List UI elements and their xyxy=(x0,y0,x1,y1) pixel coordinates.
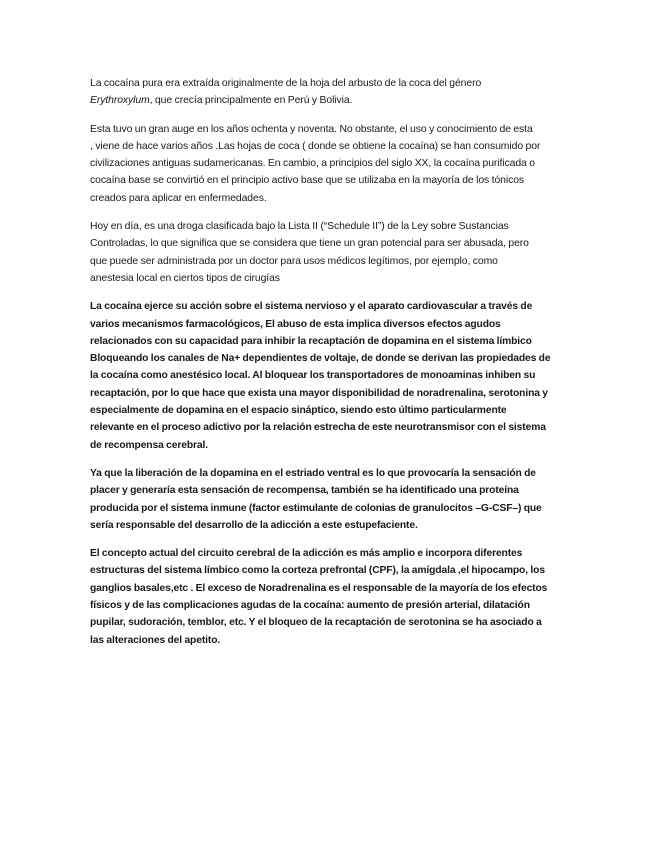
text-line: especialmente de dopamina en el espacio sináptico, siendo esto último particularmente xyxy=(90,405,507,417)
text-line: producida por el sistema inmune (factor estimulante de colonias de granulocitos –G-CSF–) que xyxy=(90,502,542,514)
text-line: estructuras del sistema límbico como la corteza prefrontal (CPF), la amígdala ,el hipocampo, los xyxy=(90,565,545,577)
text-line: ganglios basales,etc . El exceso de Noradrenalina es el responsable de la mayoría de los efectos xyxy=(90,582,548,594)
text-line xyxy=(90,92,568,109)
text-line: Bloqueando los canales de Na+ dependientes de voltaje, de donde se derivan las propiedades de xyxy=(90,353,551,365)
text-line: El concepto actual del circuito cerebral de la adicción es más amplio e incorpora diferentes xyxy=(90,548,523,560)
text-line: Ya que la liberación de la dopamina en el estriado ventral es lo que provocaría la sensación de xyxy=(90,467,536,479)
paragraph-classification xyxy=(90,218,568,287)
text-line: relacionados con su capacidad para inhibir la recaptación de dopamina en el sistema límbico xyxy=(90,335,532,347)
text-line: sería responsable del desarrollo de la adicción a este estupefaciente. xyxy=(90,519,418,531)
text-line: las alteraciones del apetito. xyxy=(90,634,221,646)
text-line: que puede ser administrada por un doctor para usos médicos legítimos, por ejemplo, como xyxy=(90,255,498,267)
text-line: creados para aplicar en enfermedades. xyxy=(90,192,267,204)
text-fragment: , que crecía principalmente en Perú y Bolivia. xyxy=(149,95,353,107)
paragraph-history xyxy=(90,121,568,207)
text-line: varios mecanismos farmacológicos, El abuso de esta implica diversos efectos agudos xyxy=(90,318,501,330)
text-line: anestesia local en ciertos tipos de cirugías xyxy=(90,272,280,284)
text-line: de recompensa cerebral. xyxy=(90,439,208,451)
text-line: la cocaína como anestésico local. Al bloquear los transportadores de monoaminas inhiben su xyxy=(90,370,536,382)
paragraph-addiction-circuit xyxy=(90,545,568,649)
paragraph-mechanism xyxy=(90,298,568,454)
text-line: relevante en el proceso adictivo por la relación estrecha de este neurotransmisor con el sistema xyxy=(90,422,546,434)
text-line: La cocaína ejerce su acción sobre el sistema nervioso y el aparato cardiovascular a través de xyxy=(90,301,533,313)
document-body xyxy=(90,75,568,649)
text-line: Hoy en día, es una droga clasificada bajo la Lista II (“Schedule II”) de la Ley sobre Sustancias xyxy=(90,221,509,233)
text-line: civilizaciones antiguas sudamericanas. En cambio, a principios del siglo XX, la cocaína purificada o xyxy=(90,158,535,170)
text-line: cocaína base se convirtió en el principio activo base que se utilizaba en la mayoría de los tónicos xyxy=(90,175,525,187)
text-line: La cocaína pura era extraída originalmente de la hoja del arbusto de la coca del género xyxy=(90,78,482,89)
text-line: pupilar, sudoración, temblor, etc. Y el bloqueo de la recaptación de serotonina se ha asociado a xyxy=(90,617,542,629)
text-line: recaptación, por lo que hace que exista una mayor disponibilidad de noradrenalina, serotonina y xyxy=(90,387,548,399)
italic-genus-term: Erythroxylum xyxy=(90,95,150,107)
text-line: Esta tuvo un gran auge en los años ochenta y noventa. No obstante, el uso y conocimiento de esta xyxy=(90,123,533,135)
text-line: , viene de hace varios años .Las hojas de coca ( donde se obtiene la cocaína) se han consumido por xyxy=(90,140,541,152)
text-line: placer y generaría esta sensación de recompensa, también se ha identificado una proteína xyxy=(90,485,519,497)
paragraph-origin xyxy=(90,75,568,110)
text-line: Controladas, lo que significa que se considera que tiene un gran potencial para ser abusada, pero xyxy=(90,238,529,250)
paragraph-dopamine xyxy=(90,465,568,534)
text-line: físicos y de las complicaciones agudas de la cocaína: aumento de presión arterial, dilatación xyxy=(90,600,530,612)
